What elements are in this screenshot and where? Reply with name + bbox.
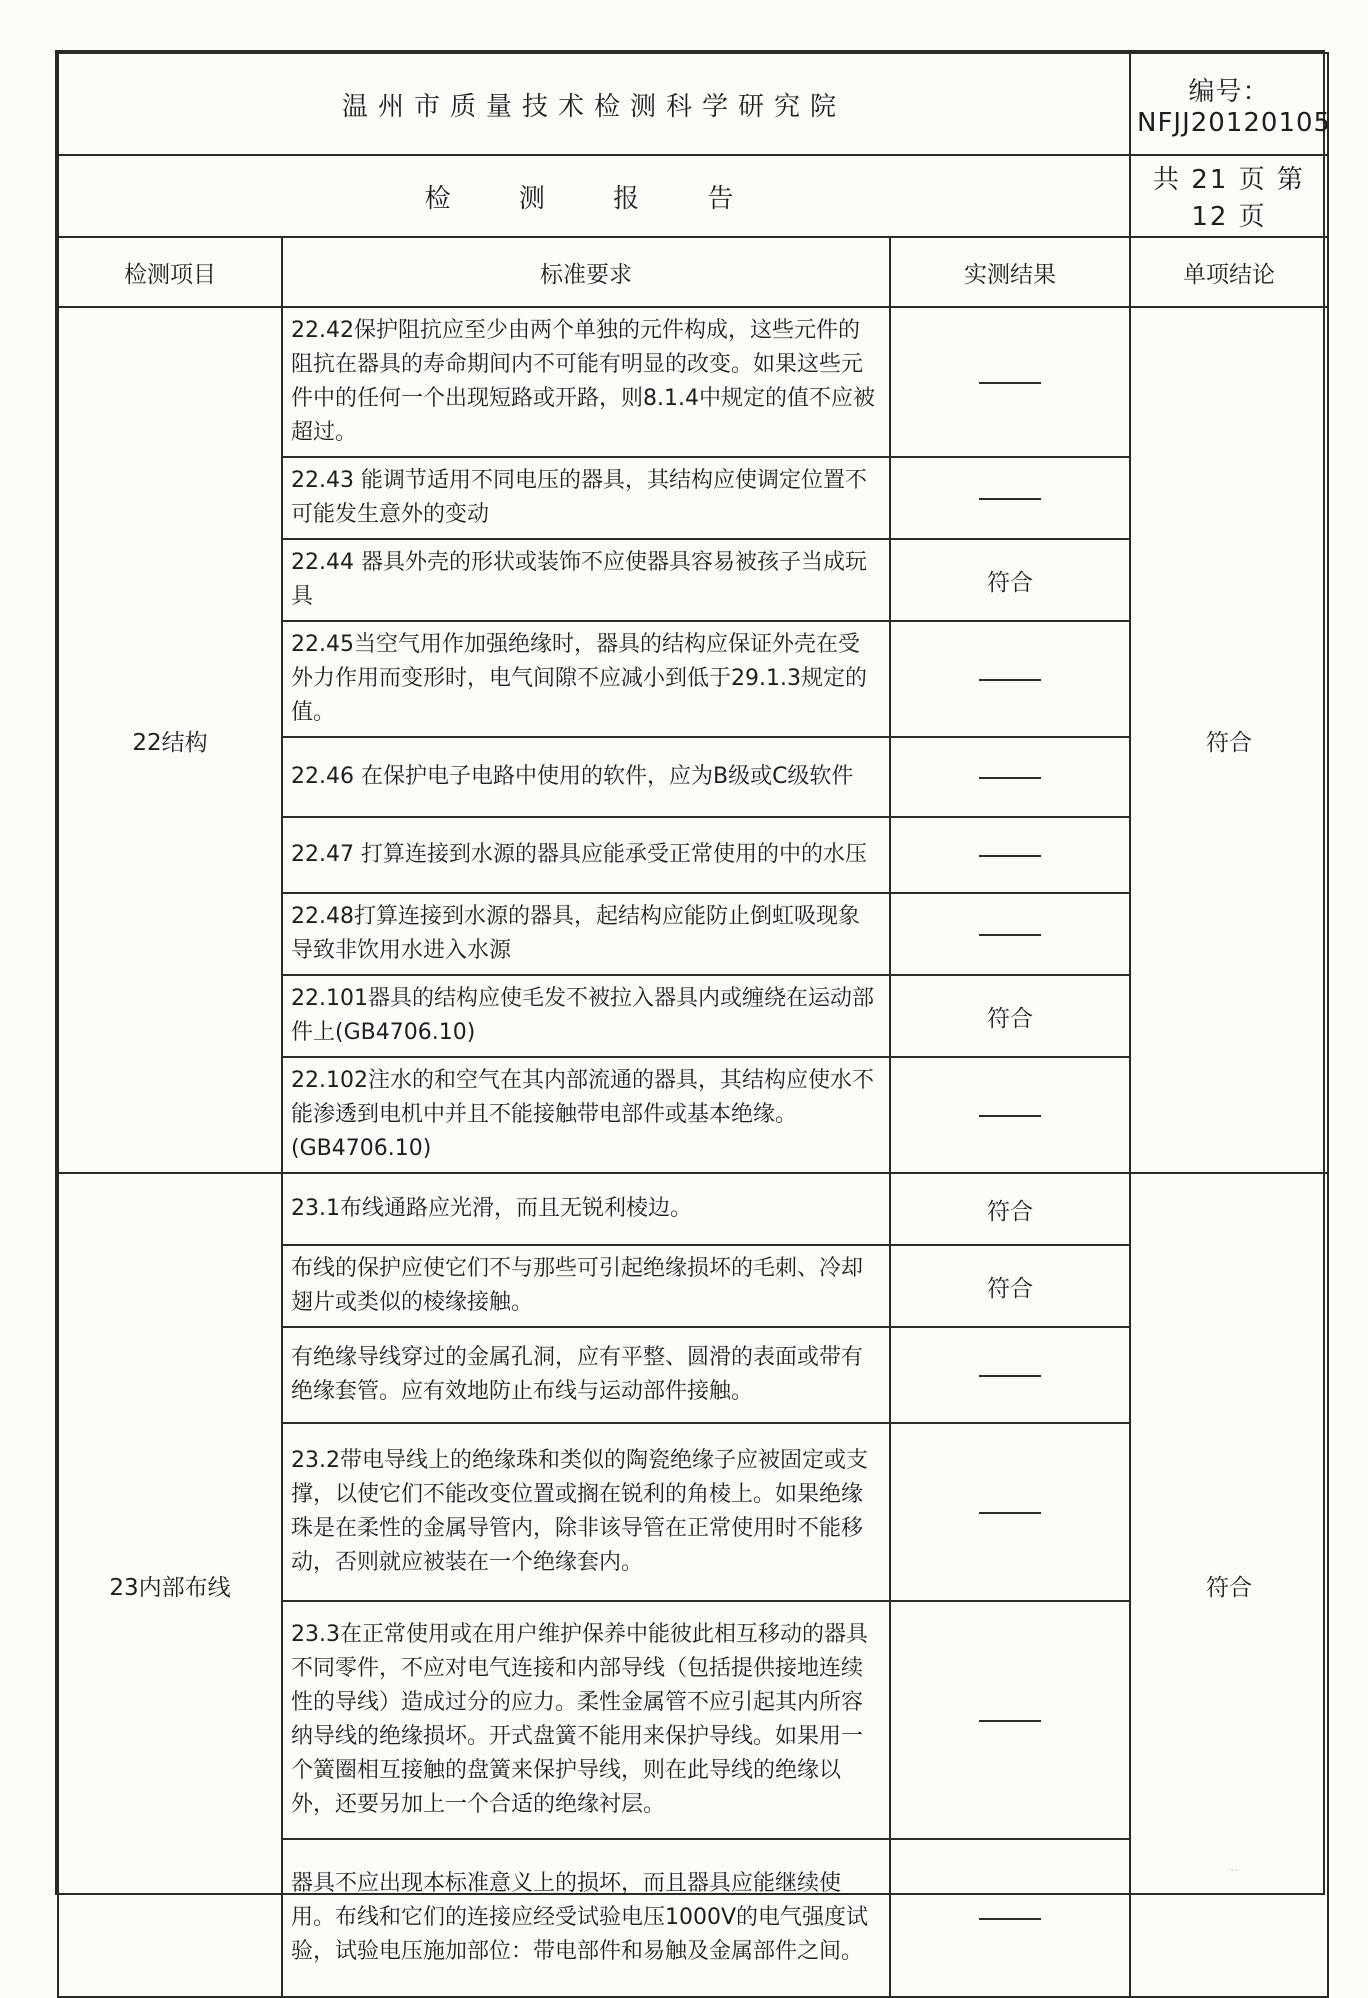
not-applicable-dash <box>979 679 1041 681</box>
inspection-item: 23内部布线 <box>58 1173 282 1997</box>
requirement-text: 22.43 能调节适用不同电压的器具，其结构应使调定位置不可能发生意外的变动 <box>282 457 890 539</box>
requirement-text: 22.46 在保护电子电路中使用的软件，应为B级或C级软件 <box>282 737 890 817</box>
report-table <box>57 52 1332 1998</box>
report-sheet <box>55 50 1332 1964</box>
measured-result <box>890 737 1130 817</box>
measured-result <box>890 621 1130 737</box>
measured-result: 符合 <box>890 539 1130 621</box>
not-applicable-dash <box>979 777 1041 779</box>
not-applicable-dash <box>979 855 1041 857</box>
measured-result: 符合 <box>890 1173 1130 1245</box>
requirement-text: 23.1布线通路应光滑，而且无锐利棱边。 <box>282 1173 890 1245</box>
not-applicable-dash <box>979 1918 1041 1920</box>
table-row <box>58 307 1328 457</box>
requirement-text: 22.44 器具外壳的形状或装饰不应使器具容易被孩子当成玩具 <box>282 539 890 621</box>
measured-result <box>890 1057 1130 1173</box>
measured-result <box>890 307 1130 457</box>
requirement-text: 22.45当空气用作加强绝缘时，器具的结构应保证外壳在受外力作用而变形时，电气间隙不应减小到低于29.1.3规定的值。 <box>282 621 890 737</box>
org-name: 温州市质量技术检测科学研究院 <box>58 53 1130 155</box>
not-applicable-dash <box>979 1720 1041 1722</box>
page-info: 共 21 页 第 12 页 <box>1130 155 1328 237</box>
not-applicable-dash <box>979 1375 1041 1377</box>
report-number: 编号：NFJJ20120105 <box>1130 53 1328 155</box>
requirement-text: 23.2带电导线上的绝缘珠和类似的陶瓷绝缘子应被固定或支撑，以使它们不能改变位置或搁在锐利的角棱上。如果绝缘珠是在柔性的金属导管内，除非该导管在正常使用时不能移动，否则就应被装在一个绝缘套内。 <box>282 1423 890 1601</box>
measured-result <box>890 1839 1130 1997</box>
requirement-text: 布线的保护应使它们不与那些可引起绝缘损坏的毛刺、冷却翅片或类似的棱缘接触。 <box>282 1245 890 1327</box>
not-applicable-dash <box>979 382 1041 384</box>
item-conclusion: 符合 <box>1130 1173 1328 1997</box>
measured-result <box>890 457 1130 539</box>
measured-result <box>890 1601 1130 1839</box>
not-applicable-dash <box>979 934 1041 936</box>
requirement-text: 22.42保护阻抗应至少由两个单独的元件构成，这些元件的阻抗在器具的寿命期间内不可能有明显的改变。如果这些元件中的任何一个出现短路或开路，则8.1.4中规定的值不应被超过。 <box>282 307 890 457</box>
not-applicable-dash <box>979 1115 1041 1117</box>
measured-result <box>890 893 1130 975</box>
requirement-text: 22.48打算连接到水源的器具，起结构应能防止倒虹吸现象导致非饮用水进入水源 <box>282 893 890 975</box>
item-conclusion: 符合 <box>1130 307 1328 1173</box>
column-header-result: 实测结果 <box>890 237 1130 307</box>
report-title: 检 测 报 告 <box>58 155 1130 237</box>
table-body <box>58 307 1328 1997</box>
not-applicable-dash <box>979 498 1041 500</box>
measured-result <box>890 1423 1130 1601</box>
scan-mark: ‥ <box>1230 1860 1239 1875</box>
measured-result <box>890 1327 1130 1423</box>
measured-result <box>890 817 1130 893</box>
column-header-item: 检测项目 <box>58 237 282 307</box>
table-row <box>58 1173 1328 1245</box>
measured-result: 符合 <box>890 1245 1130 1327</box>
column-header-requirement: 标准要求 <box>282 237 890 307</box>
not-applicable-dash <box>979 1512 1041 1514</box>
requirement-text: 有绝缘导线穿过的金属孔洞，应有平整、圆滑的表面或带有绝缘套管。应有效地防止布线与运动部件接触。 <box>282 1327 890 1423</box>
column-header-conclusion: 单项结论 <box>1130 237 1328 307</box>
inspection-item: 22结构 <box>58 307 282 1173</box>
requirement-text: 22.101器具的结构应使毛发不被拉入器具内或缠绕在运动部件上(GB4706.10) <box>282 975 890 1057</box>
requirement-text: 22.102注水的和空气在其内部流通的器具，其结构应使水不能渗透到电机中并且不能接触带电部件或基本绝缘。(GB4706.10) <box>282 1057 890 1173</box>
requirement-text: 器具不应出现本标准意义上的损坏，而且器具应能继续使用。布线和它们的连接应经受试验电压1000V的电气强度试验，试验电压施加部位：带电部件和易触及金属部件之间。 <box>282 1839 890 1997</box>
requirement-text: 22.47 打算连接到水源的器具应能承受正常使用的中的水压 <box>282 817 890 893</box>
measured-result: 符合 <box>890 975 1130 1057</box>
requirement-text: 23.3在正常使用或在用户维护保养中能彼此相互移动的器具不同零件，不应对电气连接和内部导线（包括提供接地连续性的导线）造成过分的应力。柔性金属管不应引起其内所容纳导线的绝缘损坏。开式盘簧不能用来保护导线。如果用一个簧圈相互接触的盘簧来保护导线，则在此导线的绝缘以外，还要另加上一个合适的绝缘衬层。 <box>282 1601 890 1839</box>
